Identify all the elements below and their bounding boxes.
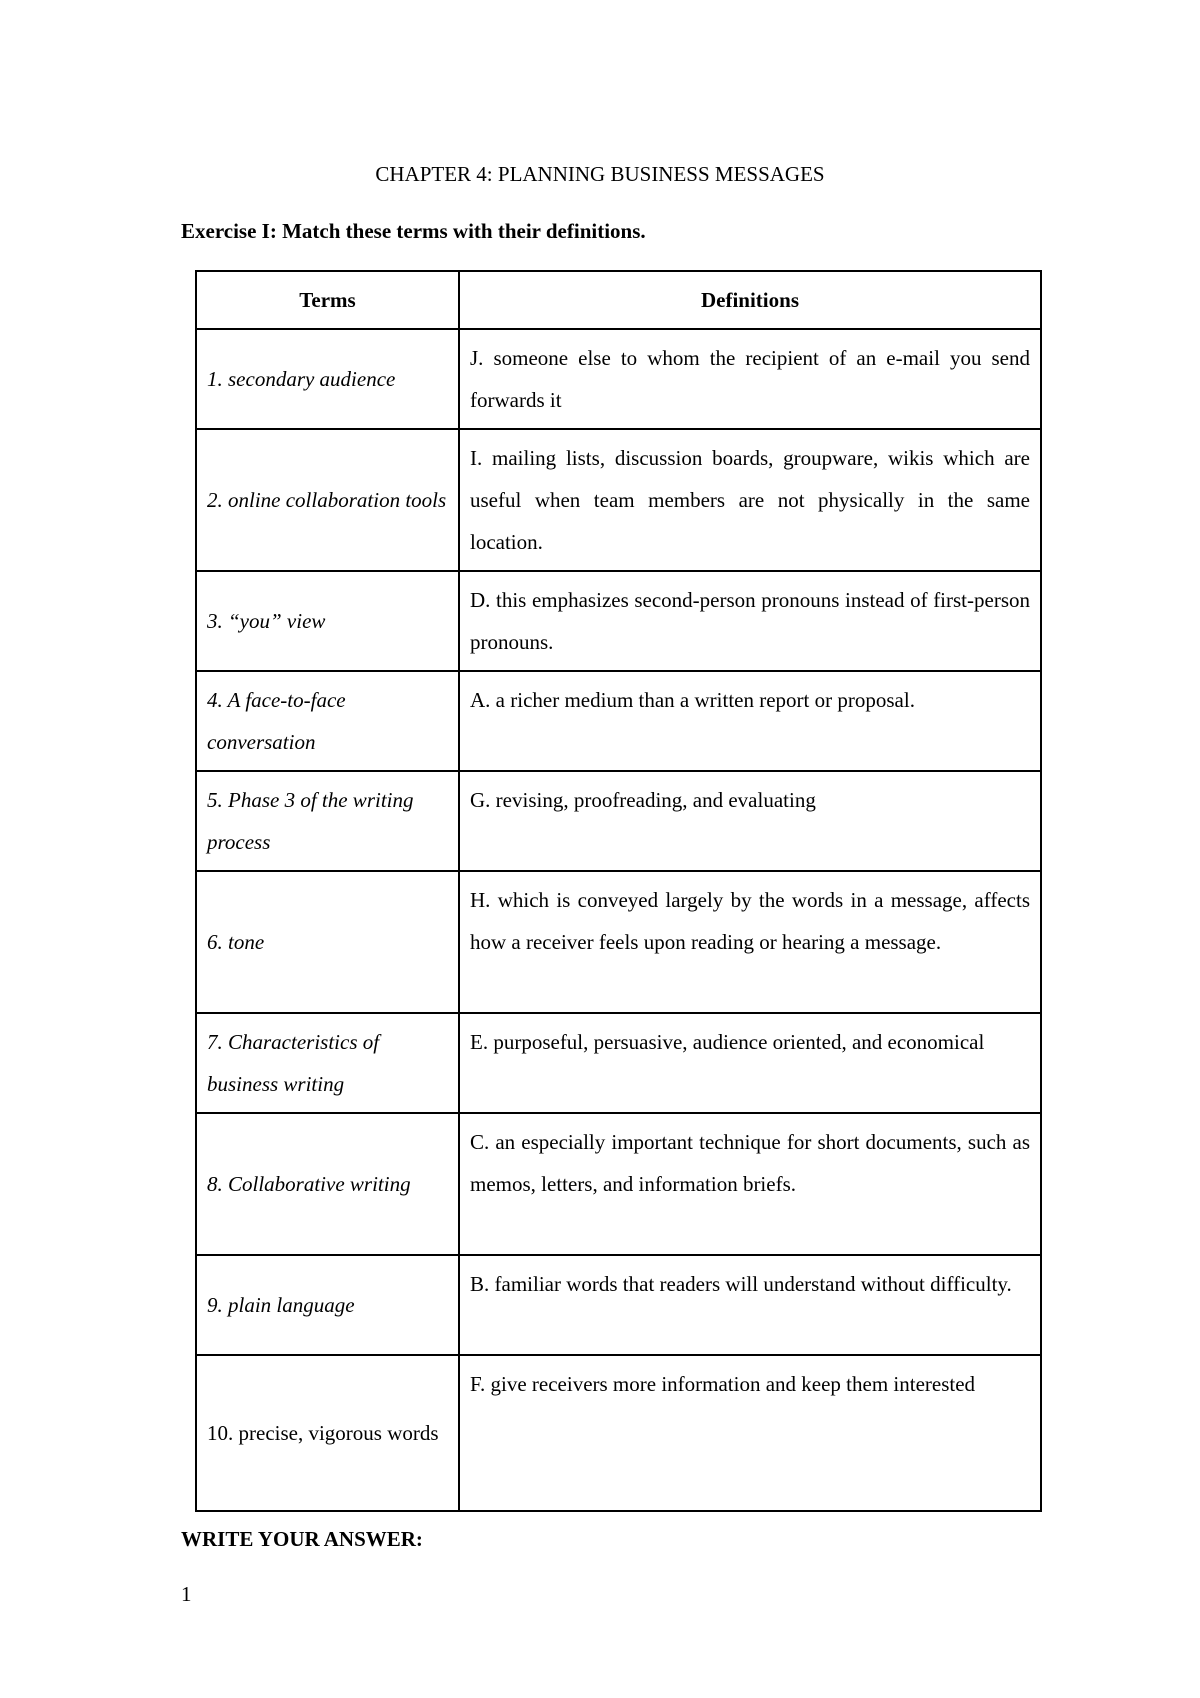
table-row (196, 771, 1041, 871)
table-row (196, 671, 1041, 771)
term-cell: 2. online collaboration tools (196, 429, 459, 571)
term-cell: 10. precise, vigorous words (196, 1355, 459, 1511)
term-cell: 9. plain language (196, 1255, 459, 1355)
table-row (196, 1355, 1041, 1511)
definition-cell: A. a richer medium than a written report or proposal. (459, 671, 1041, 771)
term-cell: 3. “you” view (196, 571, 459, 671)
term-cell: 7. Characteristics of business writing (196, 1013, 459, 1113)
definition-cell: C. an especially important technique for short documents, such as memos, letters, and information briefs. (459, 1113, 1041, 1255)
table-row (196, 1255, 1041, 1355)
answer-label: WRITE YOUR ANSWER: (181, 1527, 423, 1551)
page-number: 1 (181, 1582, 192, 1606)
definition-cell: I. mailing lists, discussion boards, groupware, wikis which are useful when team members are not physically in the same location. (459, 429, 1041, 571)
definition-cell: J. someone else to whom the recipient of an e-mail you send forwards it (459, 329, 1041, 429)
table-row (196, 329, 1041, 429)
term-cell: 1. secondary audience (196, 329, 459, 429)
exercise-heading: Exercise I: Match these terms with their definitions. (181, 219, 646, 243)
term-cell: 8. Collaborative writing (196, 1113, 459, 1255)
page-title: CHAPTER 4: PLANNING BUSINESS MESSAGES (375, 162, 825, 186)
definition-cell: B. familiar words that readers will understand without difficulty. (459, 1255, 1041, 1355)
table-row (196, 1113, 1041, 1255)
table-row (196, 429, 1041, 571)
definition-cell: E. purposeful, persuasive, audience oriented, and economical (459, 1013, 1041, 1113)
header-definitions: Definitions (459, 271, 1041, 329)
table-header-row (196, 271, 1041, 329)
definition-cell: G. revising, proofreading, and evaluating (459, 771, 1041, 871)
table-row (196, 1013, 1041, 1113)
term-cell: 5. Phase 3 of the writing process (196, 771, 459, 871)
definition-cell: H. which is conveyed largely by the words in a message, affects how a receiver feels upon reading or hearing a message. (459, 871, 1041, 1013)
definition-cell: D. this emphasizes second-person pronouns instead of first-person pronouns. (459, 571, 1041, 671)
table-row (196, 571, 1041, 671)
header-terms: Terms (196, 271, 459, 329)
term-cell: 6. tone (196, 871, 459, 1013)
table-row (196, 871, 1041, 1013)
term-cell: 4. A face-to-face conversation (196, 671, 459, 771)
definition-cell: F. give receivers more information and keep them interested (459, 1355, 1041, 1511)
matching-table (195, 270, 1042, 1512)
